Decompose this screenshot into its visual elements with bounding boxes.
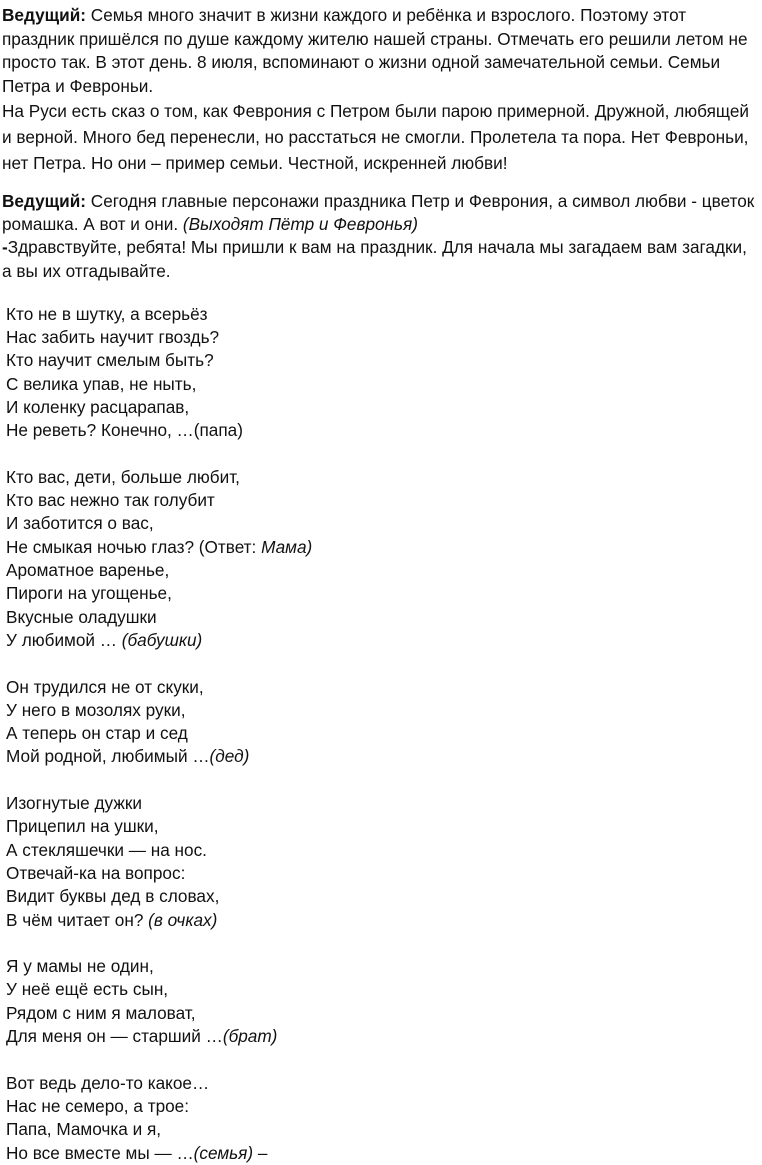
riddle-answer: Мама) bbox=[261, 536, 313, 557]
riddle-line: С велика упав, не ныть, bbox=[6, 373, 197, 394]
riddle-answer-line bbox=[6, 536, 756, 559]
riddle-answer: (дед) bbox=[209, 746, 250, 767]
riddle-answer-tail: – bbox=[253, 1142, 268, 1163]
riddle-5 bbox=[6, 955, 756, 1048]
riddle-line: Изогнутые дужки bbox=[6, 793, 142, 814]
riddle-line: Он трудился не от скуки, bbox=[6, 676, 204, 697]
riddle-line: И коленку расцарапав, bbox=[6, 397, 190, 417]
riddle-answer-text: Но все вместе мы — … bbox=[6, 1142, 194, 1163]
intro-text-2: На Руси есть сказ о том, как Феврония с Петром были парою примерной. Дружной, любящей и верной. Много бед перенесли, но расстаться не смогли. Пролетела та пора. Нет Февроньи, нет Петра. Но они – пример семьи. Честной, искренней любви! bbox=[2, 101, 750, 173]
riddle-answer-text: Для меня он — старший … bbox=[6, 1026, 223, 1047]
riddle-3 bbox=[6, 676, 756, 769]
riddle-line: А стекляшечки — на нос. bbox=[6, 839, 207, 860]
greeting-text: Здравствуйте, ребята! Мы пришли к вам на праздник. Для начала мы загадаем вам загадки, а вы их отгадывайте. bbox=[2, 237, 747, 281]
riddle-line: Прицепил на ушки, bbox=[6, 816, 159, 837]
riddle-line: Рядом с ним я маловат, bbox=[6, 1002, 196, 1023]
stage-direction: (Выходят Пётр и Февронья) bbox=[182, 214, 418, 235]
riddle-answer-line bbox=[6, 745, 756, 768]
riddle-line: Я у мамы не один, bbox=[6, 956, 154, 977]
dash-mark: - bbox=[2, 237, 8, 258]
riddle-line: У него в мозолях руки, bbox=[6, 699, 186, 720]
host-text: Сегодня главные персонажи праздника Петр и Феврония, а символ любви - цветок ромашка. А вот и они. bbox=[2, 191, 755, 235]
riddle-line: Папа, Мамочка и я, bbox=[6, 1119, 162, 1140]
riddle-line: Нас не семеро, а трое: bbox=[6, 1095, 190, 1116]
riddle-answer: (бабушки) bbox=[121, 629, 203, 650]
speaker-label: Ведущий: bbox=[2, 191, 87, 211]
riddle-line: Вкусные оладушки bbox=[6, 606, 157, 627]
riddle-line: Отвечай-ка на вопрос: bbox=[6, 862, 186, 883]
riddle-line: Нас забить научит гвоздь? bbox=[6, 327, 220, 348]
speaker-label: Ведущий: bbox=[2, 5, 87, 25]
riddle-1 bbox=[6, 303, 756, 443]
riddle-answer-line bbox=[6, 1142, 756, 1165]
riddle-answer-line bbox=[6, 1025, 756, 1048]
riddle-line: Пироги на угощенье, bbox=[6, 583, 172, 604]
riddle-answer: (семья) bbox=[193, 1142, 254, 1163]
riddle-line: Кто научит смелым быть? bbox=[6, 350, 214, 371]
riddle-line: У неё ещё есть сын, bbox=[6, 979, 169, 1000]
intro-section bbox=[2, 4, 756, 176]
riddle-answer-text: Не реветь? Конечно, …(папа) bbox=[6, 420, 243, 441]
intro-paragraph-1 bbox=[2, 4, 756, 98]
intro-text-1: Семья много значит в жизни каждого и ребёнка и взрослого. Поэтому этот праздник пришёлся по душе каждому жителю нашей страны. Отмечать его решили летом не просто так. В этот день. 8 июля, вспоминают о жизни одной замечательной семьи. Семьи Петра и Февроньи. bbox=[2, 5, 748, 96]
riddle-line: Кто не в шутку, а всерьёз bbox=[6, 303, 208, 324]
riddle-4 bbox=[6, 792, 756, 932]
greeting-paragraph bbox=[2, 236, 756, 282]
riddle-line: Видит буквы дед в словах, bbox=[6, 886, 220, 907]
intro-paragraph-2 bbox=[2, 98, 756, 176]
riddle-line: Вот ведь дело-то какое… bbox=[6, 1072, 210, 1093]
host-paragraph bbox=[2, 190, 756, 236]
riddle-line: Кто вас нежно так голубит bbox=[6, 490, 215, 511]
riddle-2 bbox=[6, 466, 756, 652]
riddle-answer-line bbox=[6, 629, 756, 652]
riddle-answer: (брат) bbox=[222, 1026, 278, 1047]
riddle-line: Ароматное варенье, bbox=[6, 560, 170, 581]
riddle-answer: (в очках) bbox=[148, 909, 218, 930]
riddle-answer-text: У любимой … bbox=[6, 629, 122, 650]
riddles-section bbox=[2, 303, 756, 1165]
riddle-answer-line bbox=[6, 419, 756, 442]
riddle-answer-text: В чём читает он? bbox=[6, 909, 149, 930]
riddle-line: Кто вас, дети, больше любит, bbox=[6, 466, 240, 487]
riddle-answer-text: Не смыкая ночью глаз? (Ответ: bbox=[6, 536, 262, 557]
riddle-answer-text: Мой родной, любимый … bbox=[6, 746, 210, 767]
host-section bbox=[2, 190, 756, 283]
riddle-6 bbox=[6, 1072, 756, 1165]
riddle-line: А теперь он стар и сед bbox=[6, 723, 188, 744]
riddle-answer-line bbox=[6, 909, 756, 932]
riddle-line: И заботится о вас, bbox=[6, 513, 154, 534]
